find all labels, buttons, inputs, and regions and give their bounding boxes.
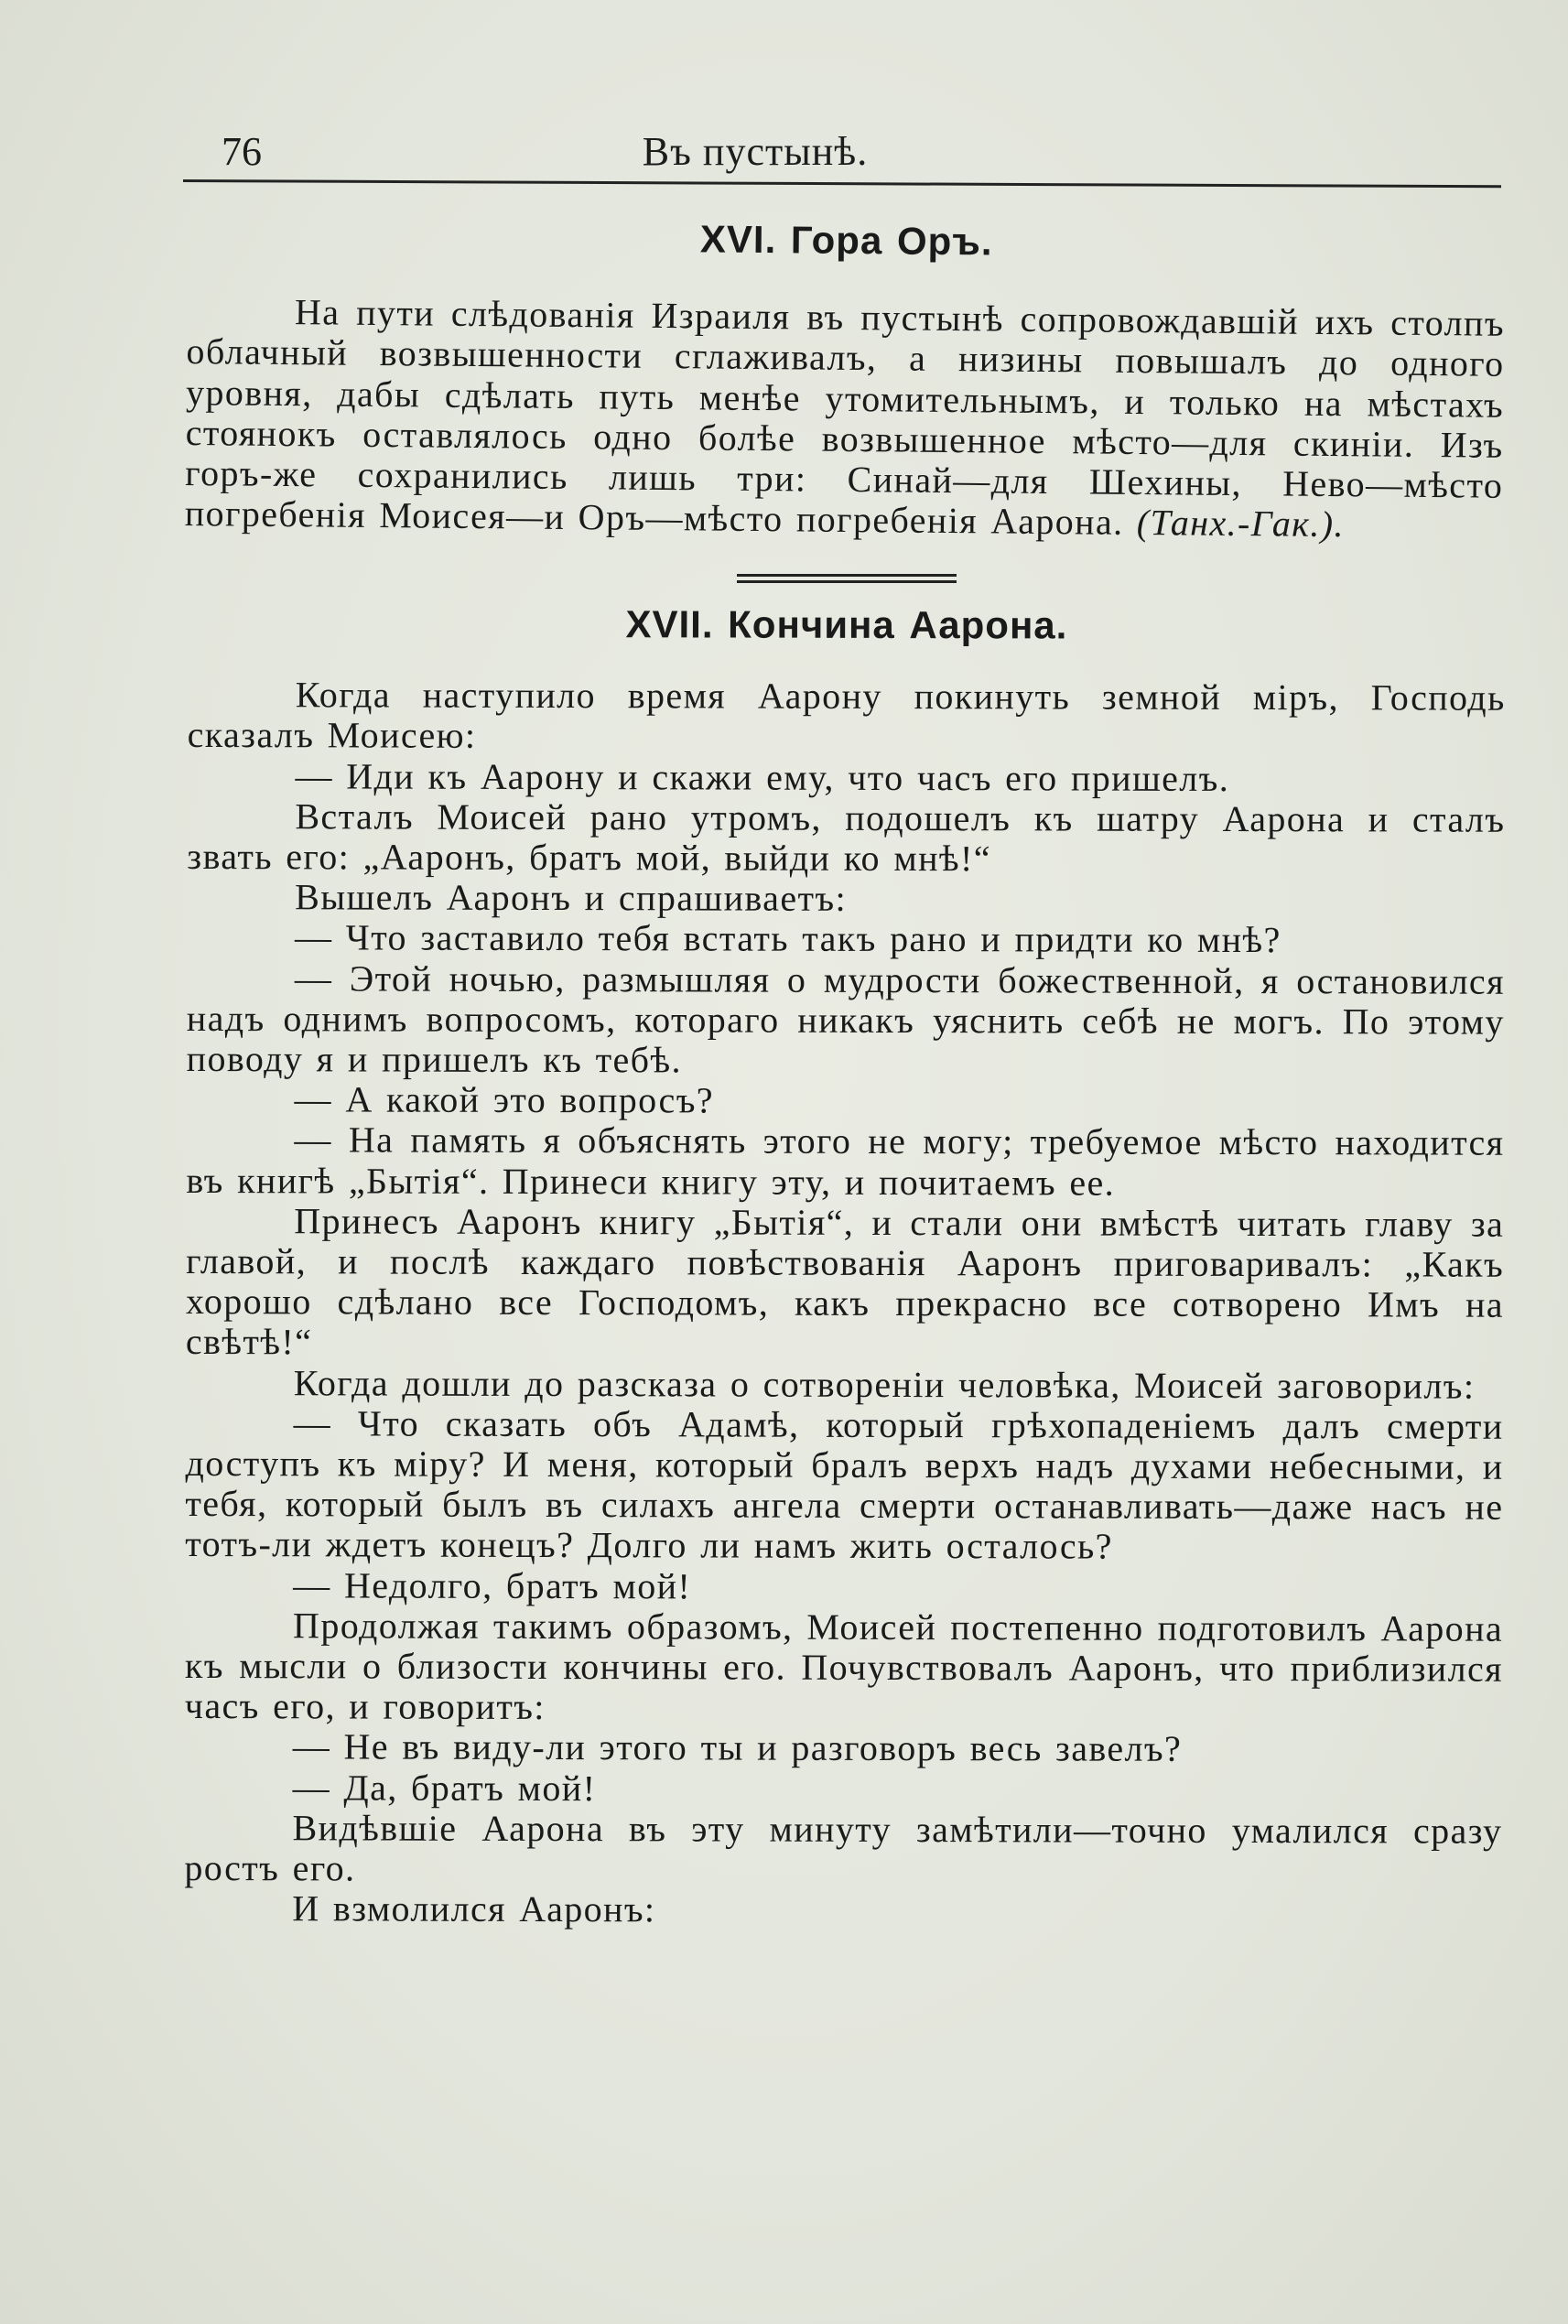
paragraph: Вышелъ Ааронъ и спрашиваетъ: — [295, 876, 848, 920]
paragraph: И взмолился Ааронъ: — [292, 1888, 656, 1931]
page-number: 76 — [222, 129, 262, 174]
section-17 — [184, 603, 1506, 1932]
section-17-title: XVII. Кончина Аарона. — [625, 602, 1068, 647]
paragraph: — Что заставило тебя встать такъ рано и придти ко мнѣ? — [294, 917, 1281, 961]
section-16-title: XVI. Гора Оръ. — [699, 217, 993, 264]
running-title: Въ пустынѣ. — [642, 129, 869, 174]
paragraph: — Да, братъ мой! — [292, 1767, 597, 1810]
section-divider — [737, 574, 957, 583]
paragraph: — Иди къ Аарону и скажи ему, что часъ его пришелъ. — [295, 755, 1230, 800]
section-16-text: На пути слѣдованія Израиля въ пустынѣ сопровождавшій ихъ столпъ облачный возвышенности сглаживалъ, а низины повышалъ до одного уровня, дабы сдѣлать путь менѣе утомительнымъ, и только на мѣстахъ стоянокъ оставлялось одно болѣе возвышенное мѣсто—для скиніи. Изъ горъ-же сохранились лишь три: Синай—для Шехины, Нево—мѣсто погребенія Моисея—и Оръ—мѣсто погребенія Аарона. — [184, 291, 1506, 544]
paragraph: — Недолго, братъ мой! — [293, 1564, 692, 1607]
paragraph: Всталъ Моисей рано утромъ, подошелъ къ шатру Аарона и сталъ звать его: „Ааронъ, братъ мой, выйди ко мнѣ!“ — [187, 795, 1506, 880]
paragraph: — Этой ночью, размышляя о мудрости божественной, я остановился надъ однимъ вопросомъ, котораго никакъ уяснить себѣ не могъ. По этому поводу я и пришелъ къ тебѣ. — [186, 957, 1505, 1081]
section-16-citation: (Танх.-Гак.). — [1136, 502, 1346, 546]
section-16-paragraph — [185, 291, 1505, 546]
paragraph: Продолжая такимъ образомъ, Моисей постепенно подготовилъ Аарона къ мысли о близости кончины его. Почувствовалъ Ааронъ, что приблизился часъ его, и говоритъ: — [184, 1605, 1504, 1728]
paragraph: Когда дошли до разсказа о сотвореніи человѣка, Моисей заговорилъ: — [293, 1362, 1476, 1407]
running-head — [183, 121, 1501, 185]
paragraph: — Не въ виду-ли этого ты и разговоръ весь завелъ? — [292, 1726, 1183, 1770]
paragraph: Принесъ Ааронъ книгу „Бытія“, и стали они вмѣстѣ читать главу за главой, и послѣ каждаго повѣствованія Ааронъ приговаривалъ: „Какъ хорошо сдѣлано все Господомъ, какъ прекрасно все сотворено Имъ на свѣтѣ!“ — [185, 1200, 1505, 1364]
paragraph: — А какой это вопросъ? — [294, 1078, 715, 1122]
paragraph: Видѣвшіе Аарона въ эту минуту замѣтили—точно умалился сразу ростъ его. — [184, 1807, 1503, 1890]
page-content — [184, 209, 1506, 1931]
paragraph: — На память я объяснять этого не могу; требуемое мѣсто находится въ книгѣ „Бытія“. Принеси книгу эту, и почитаемъ ее. — [186, 1119, 1505, 1204]
paragraph: Когда наступило время Аарону покинуть земной міръ, Господь сказалъ Моисею: — [187, 674, 1506, 757]
paragraph: — Что сказать объ Адамѣ, который грѣхопаденіемъ далъ смерти доступъ къ міру? И меня, который бралъ верхъ надъ духами небесными, и тебя, который былъ въ силахъ ангела смерти останавливать—даже насъ не тотъ-ли ждетъ конецъ? Долго ли намъ жить осталось? — [185, 1402, 1504, 1568]
section-16 — [185, 214, 1506, 546]
